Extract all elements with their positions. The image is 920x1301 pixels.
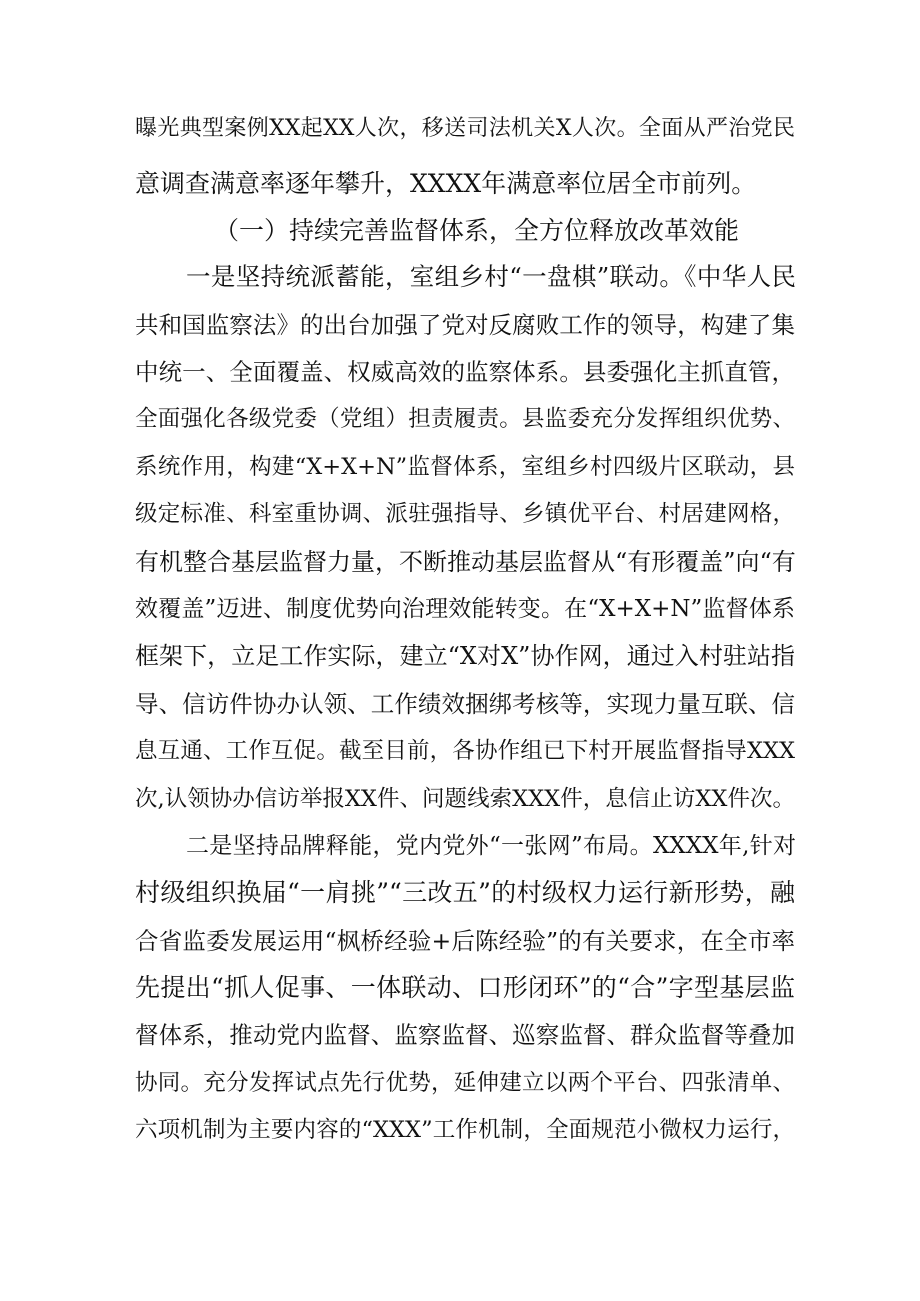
paragraph-line: 六项机制为主要内容的“XXX”工作机制，全面规范小微权力运行， bbox=[135, 1117, 795, 1143]
paragraph-line: 先提出“抓人促事、一体联动、口形闭环”的“合”字型基层监 bbox=[135, 973, 795, 1002]
paragraph-line: 息互通、工作互促。截至目前，各协作组已下村开展监督指导XXX bbox=[135, 738, 795, 764]
paragraph-line: 一是坚持统派蓄能，室组乡村“一盘棋”联动。《中华人民 bbox=[186, 262, 796, 291]
paragraph-line: 有机整合基层监督力量，不断推动基层监督从“有形覆盖”向“有 bbox=[135, 548, 796, 576]
paragraph-line: 系统作用，构建“X+X+N”监督体系，室组乡村四级片区联动，县 bbox=[135, 454, 795, 480]
paragraph-line: 导、信访件协办认领、工作绩效捆绑考核等，实现力量互联、信 bbox=[135, 690, 795, 718]
paragraph-line: 协同。充分发挥试点先行优势，延伸建立以两个平台、四张清单、 bbox=[135, 1070, 795, 1096]
section-heading: （一）持续完善监督体系，全方位释放改革效能 bbox=[214, 216, 740, 245]
paragraph-line: 意调查满意率逐年攀升，XXXX年满意率位居全市前列。 bbox=[135, 169, 757, 198]
paragraph-line: 框架下，立足工作实际，建立“X对X”协作网，通过入村驻站指 bbox=[135, 642, 795, 670]
paragraph-line: 村级组织换届“一肩挑”“三改五”的村级权力运行新形势，融 bbox=[135, 878, 795, 907]
paragraph-line: 次,认领协办信访举报XX件、问题线索XXX件，息信止访XX件次。 bbox=[135, 786, 795, 812]
paragraph-line: 全面强化各级党委（党组）担责履责。县监委充分发挥组织优势、 bbox=[135, 406, 795, 432]
paragraph-line: 效覆盖”迈进、制度优势向治理效能转变。在“X+X+N”监督体系 bbox=[135, 596, 795, 622]
paragraph-line: 级定标准、科室重协调、派驻强指导、乡镇优平台、村居建网格， bbox=[135, 501, 795, 527]
paragraph-line: 中统一、全面覆盖、权威高效的监察体系。县委强化主抓直管， bbox=[135, 358, 795, 386]
paragraph-line: 督体系，推动党内监督、监察监督、巡察监督、群众监督等叠加 bbox=[135, 1021, 795, 1049]
paragraph-line: 曝光典型案例XX起XX人次，移送司法机关X人次。全面从严治党民 bbox=[135, 116, 795, 141]
paragraph-line: 合省监委发展运用“枫桥经验+后陈经验”的有关要求，在全市率 bbox=[135, 927, 795, 955]
paragraph-line: 共和国监察法》的出台加强了党对反腐败工作的领导，构建了集 bbox=[135, 311, 795, 339]
paragraph-line: 二是坚持品牌释能，党内党外“一张网”布局。XXXX年,针对 bbox=[186, 833, 796, 859]
